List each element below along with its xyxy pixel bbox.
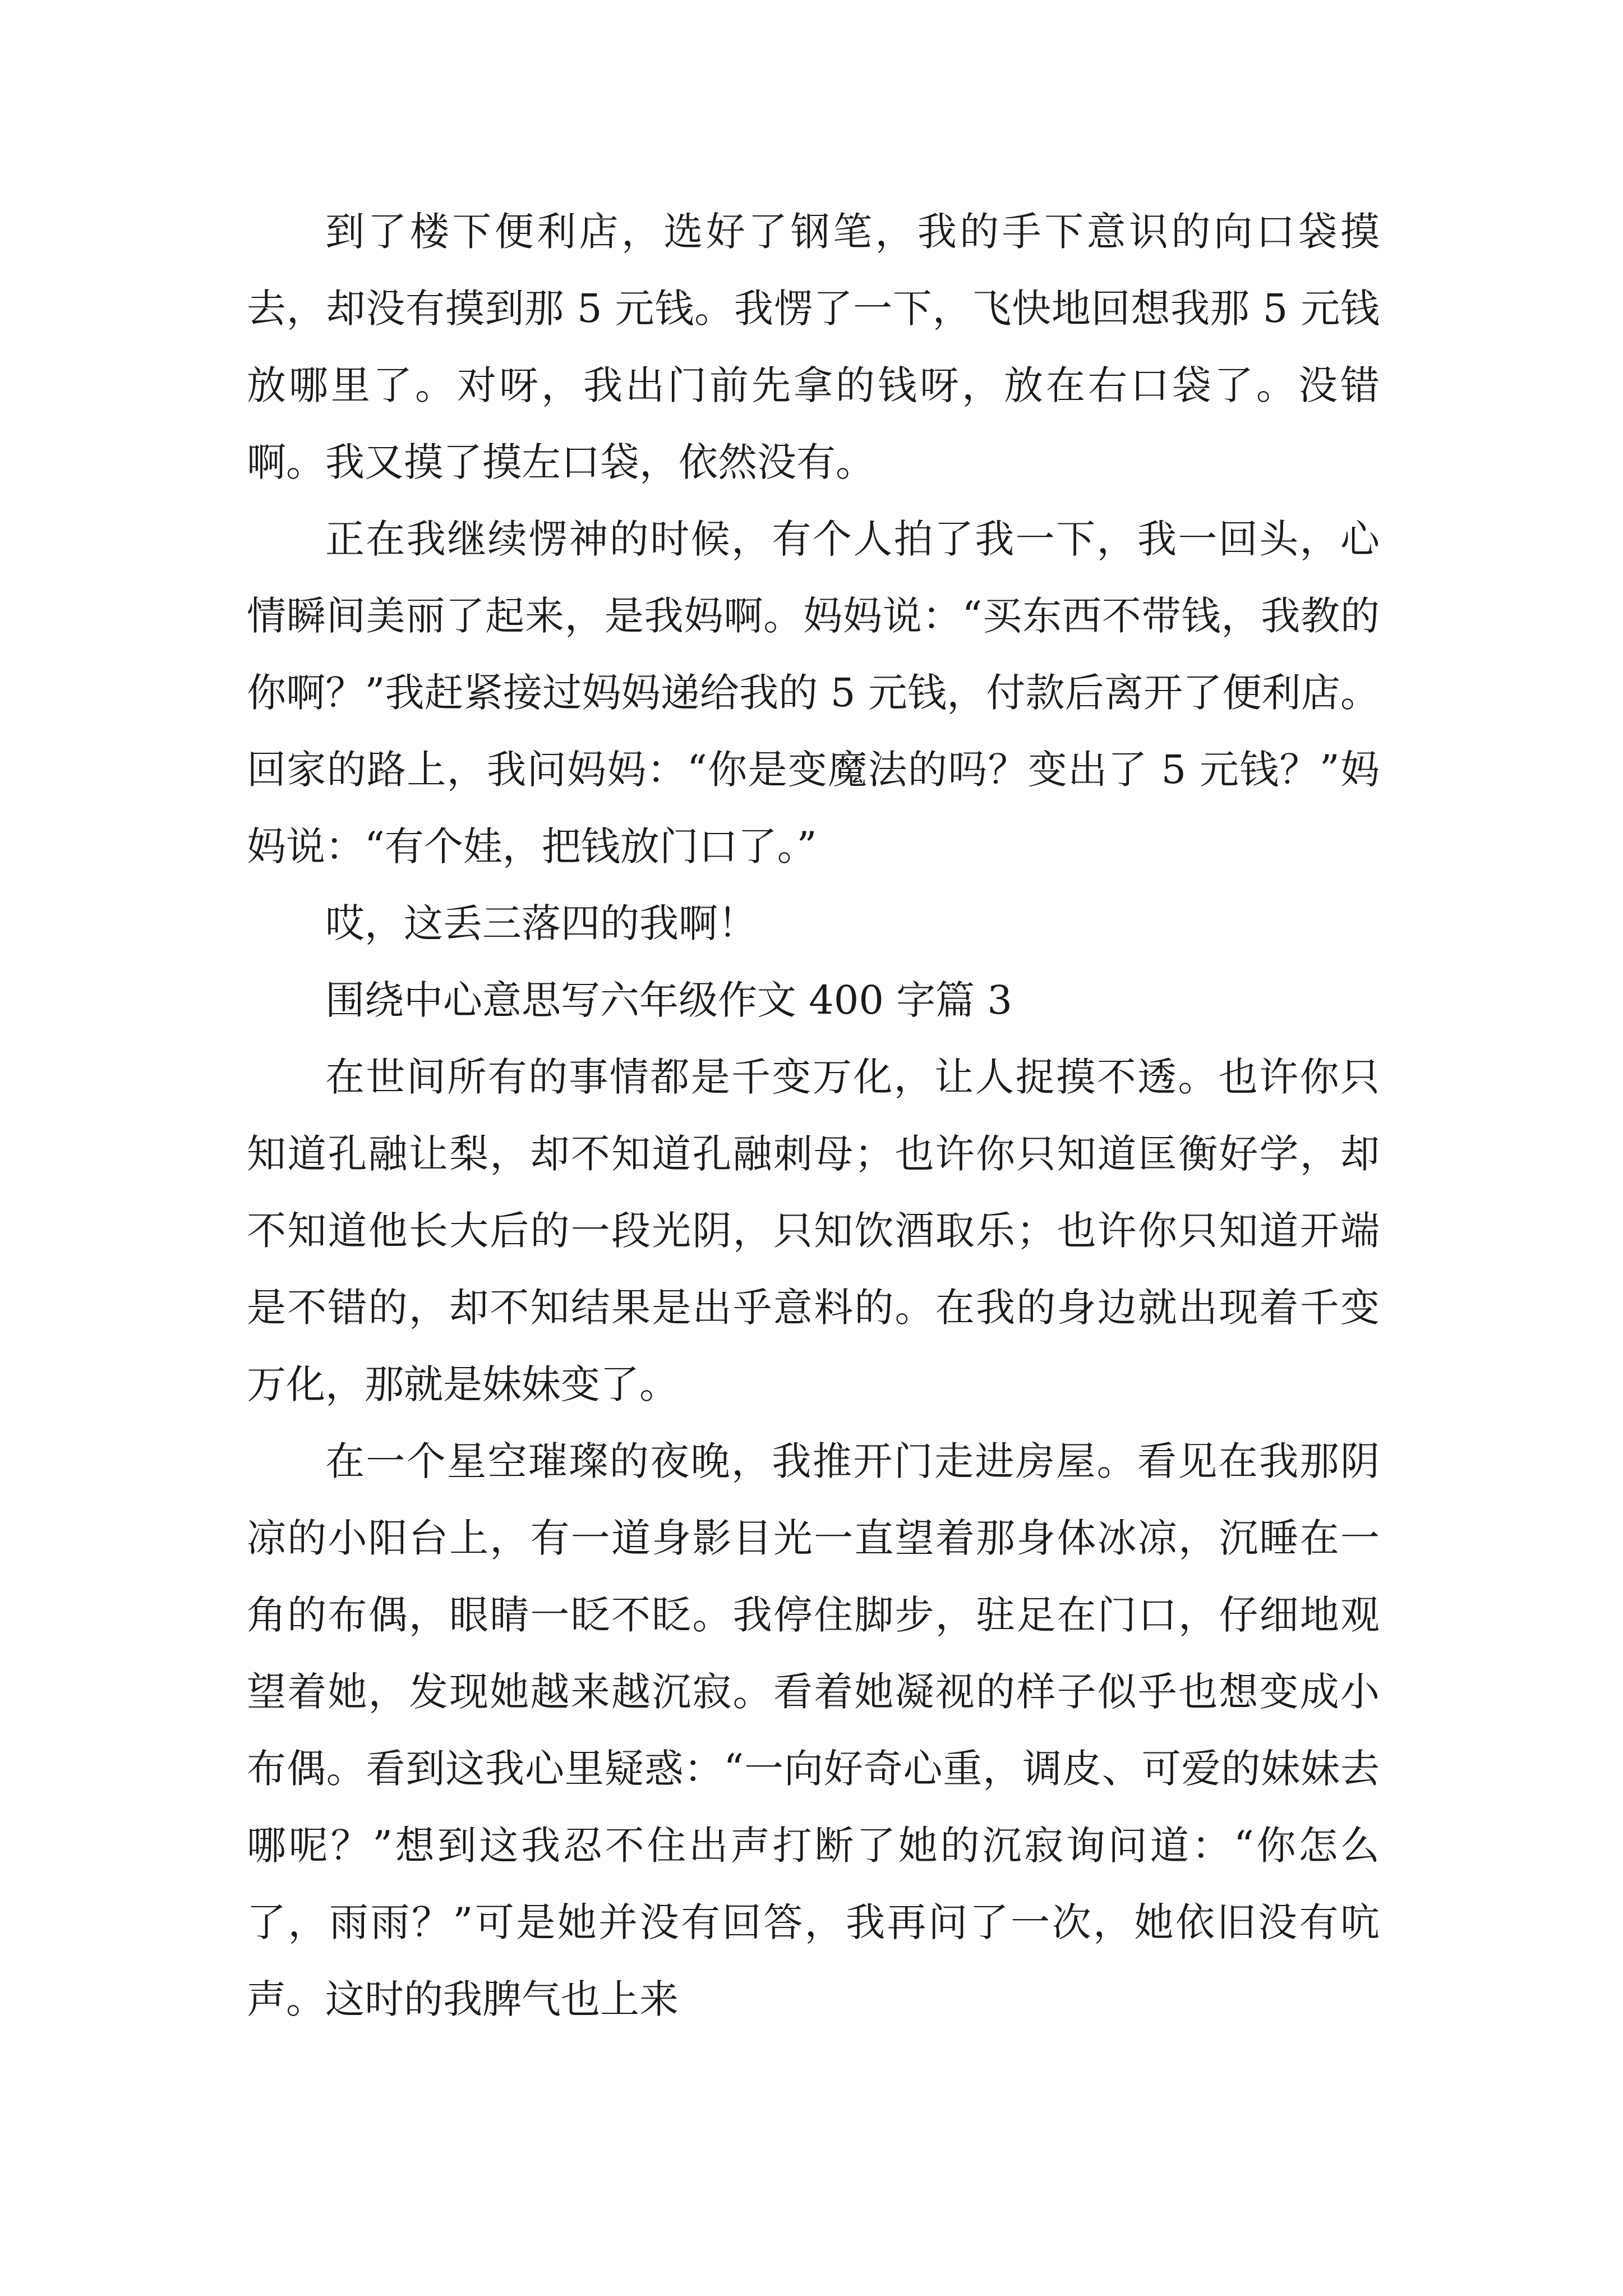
paragraph-starry-night: 在一个星空璀璨的夜晚，我推开门走进房屋。看见在我那阴凉的小阳台上，有一道身影目光一直望着那身体冰凉，沉睡在一角的布偶，眼睛一眨不眨。我停住脚步，驻足在门口，仔细地观望着她，发现她越来越沉寂。看着她凝视的样子似乎也想变成小布偶。看到这我心里疑惑：“一向好奇心重，调皮、可爱的妹妹去哪呢？”想到这我忍不住出声打断了她的沉寂询问道：“你怎么了，雨雨？”可是她并没有回答，我再问了一次，她依旧没有吭声。这时的我脾气也上来 [247, 1438, 1380, 2022]
paragraph-changes: 在世间所有的事情都是千变万化，让人捉摸不透。也许你只知道孔融让梨，却不知道孔融刺母；也许你只知道匡衡好学，却不知道他长大后的一段光阴，只知饮酒取乐；也许你只知道开端是不错的，却不知结果是出乎意料的。在我的身边就出现着千变万化，那就是妹妹变了。 [247, 1054, 1380, 1407]
paragraph-forgot-money: 到了楼下便利店，选好了钢笔，我的手下意识的向口袋摸去，却没有摸到那 5 元钱。我愣了一下，飞快地回想我那 5 元钱放哪里了。对呀，我出门前先拿的钱呀，放在右口袋了。没错啊。我又摸了摸左口袋，依然没有。 [247, 209, 1380, 485]
essay-heading: 围绕中心意思写六年级作文 400 字篇 3 [325, 977, 1012, 1023]
document-body [247, 194, 1380, 2038]
paragraph-mom-arrives: 正在我继续愣神的时候，有个人拍了我一下，我一回头，心情瞬间美丽了起来，是我妈啊。妈妈说：“买东西不带钱，我教的你啊？”我赶紧接过妈妈递给我的 5 元钱，付款后离开了便利店。回家的路上，我问妈妈：“你是变魔法的吗？变出了 5 元钱？”妈妈说：“有个娃，把钱放门口了。” [247, 516, 1380, 869]
paragraph-sigh: 哎，这丢三落四的我啊！ [325, 900, 757, 946]
